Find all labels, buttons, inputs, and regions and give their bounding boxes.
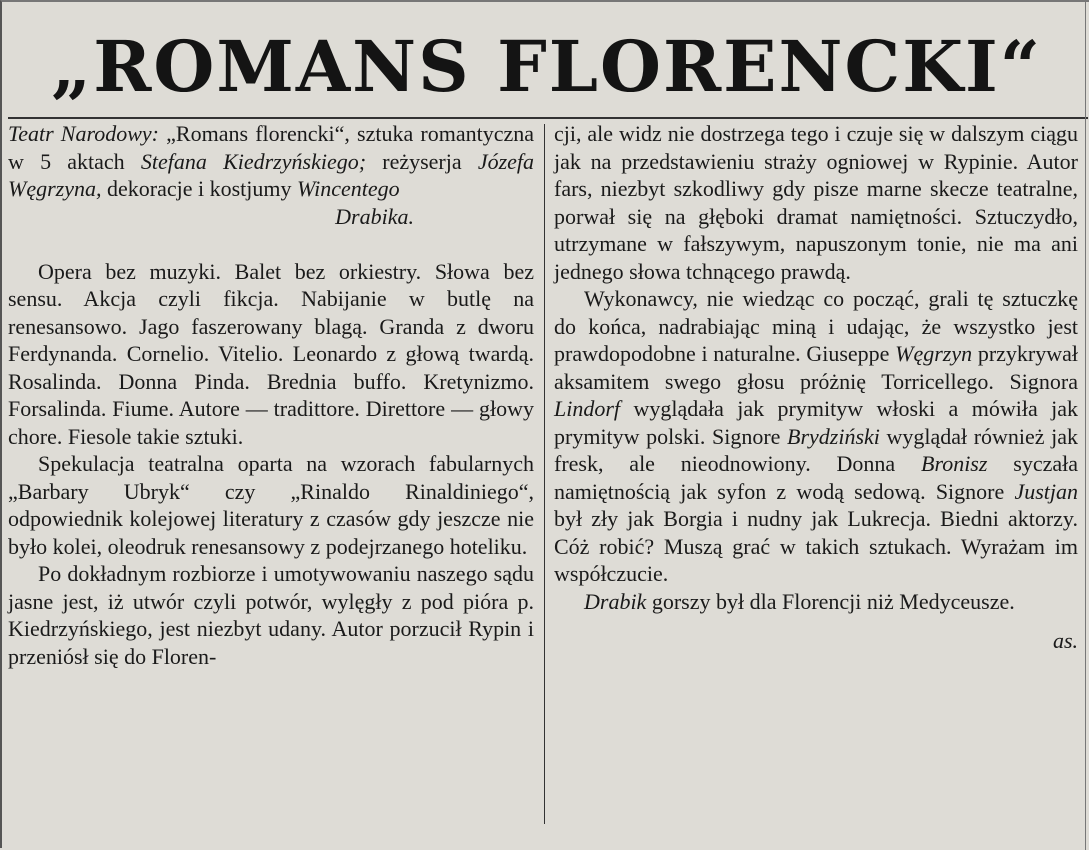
author-name: Stefana Kiedrzyńskiego; bbox=[140, 148, 367, 174]
left-column bbox=[8, 120, 534, 670]
paragraph-performers bbox=[554, 285, 1078, 588]
actor-name: Bronisz bbox=[921, 451, 988, 476]
designer-first-name: Wincentego bbox=[297, 176, 400, 201]
paragraph-text: wyglądała jak prymityw włoski a mówiła jak prymityw polski. Signore bbox=[554, 396, 1079, 449]
direction-label: reżyserja bbox=[382, 148, 462, 174]
paragraph-text: był zły jak Borgia i nudny jak Lukrecja. Biedni aktorzy. Cóż robić? Muszą grać w takich sztukach. Wyrażam im współczucie. bbox=[554, 506, 1078, 586]
paragraph-text: syczała namiętnością jak syfon z wodą sedową. Signore bbox=[554, 451, 1078, 504]
author-signature: as. bbox=[1052, 628, 1078, 653]
paragraph: Opera bez muzyki. Balet bez orkiestry. Słowa bez sensu. Akcja czyli fikcja. Nabijanie w butlę na renesansowo. Jago faszerowany blagą. Granda z dworu Ferdynanda. Cornelio. Vitelio. Leonardo z głową twardą. Rosalinda. Donna Pinda. Brednia buffo. Kretynizmo. Forsalinda. Fiume. Autore — tradittore. Direttore — głowy chore. Fiesole takie sztuki. bbox=[8, 258, 534, 449]
design-label: dekoracje i kostjumy bbox=[106, 176, 292, 201]
paragraph: Po dokładnym rozbiorze i umotywowaniu naszego sądu jasne jest, iż utwór czyli potwór, wylęgły z pod pióra p. Kiedrzyńskiego, jest niezbyt udany. Autor porzucił Rypin i przeniósł się do Floren- bbox=[8, 561, 534, 669]
review-intro bbox=[8, 120, 534, 230]
column-divider bbox=[544, 124, 545, 824]
actor-name: Brydziński bbox=[787, 423, 880, 449]
actor-name: Węgrzyn bbox=[895, 341, 973, 366]
venue: Teatr Narodowy: bbox=[8, 121, 159, 146]
page-edge bbox=[1085, 2, 1086, 850]
paragraph-text: Wykonawcy, nie wiedząc co począć, grali tę sztuczkę do końca, nadrabiając miną i udając, że wszystko jest prawdopodobne i naturalne. Giuseppe bbox=[554, 286, 1078, 366]
designer-last-name: Drabika. bbox=[335, 203, 414, 229]
headline-rule bbox=[8, 117, 1088, 119]
genre-text: sztuka romantyczna w 5 aktach bbox=[8, 121, 534, 174]
play-title: „Romans florencki“, bbox=[166, 121, 350, 146]
right-column bbox=[554, 120, 1078, 655]
designer-name: Drabik bbox=[584, 588, 647, 614]
actor-name: Justjan bbox=[1014, 478, 1079, 504]
paragraph-text: przykrywał aksamitem swego głosu próżnię Torricellego. Signora bbox=[554, 341, 1079, 394]
paragraph-text: wyglądał również jak fresk, ale nieodnowiony. Donna bbox=[554, 423, 1079, 476]
actor-name: Lindorf bbox=[554, 396, 621, 421]
paragraph-text: gorszy był dla Florencji niż Medyceusze. bbox=[651, 588, 1015, 614]
paragraph: cji, ale widz nie dostrzega tego i czuje się w dalszym ciągu jak na przedstawieniu straży ogniowej w Rypinie. Autor fars, niezbyt szkodliwy gdy pisze marne skecze teatralne, porwał się na głęboki dramat namiętności. Sztuczydło, utrzymane w fałszywym, napuszonym tonie, nie ma ani jednego słowa tchnącego prawdą. bbox=[554, 121, 1078, 284]
director-name: Józefa Węgrzyna, bbox=[8, 148, 535, 201]
headline: „ROMANS FLORENCKI“ bbox=[50, 25, 1043, 108]
paragraph-closing bbox=[554, 588, 1078, 616]
paragraph: Spekulacja teatralna oparta na wzorach fabularnych „Barbary Ubryk“ czy „Rinaldo Rinaldiniego“, odpowiednik kolejowej literatury z czasów gdy jeszcze nie było kolei, oleodruk renesansowy z podejrzanego hoteliku. bbox=[8, 451, 534, 559]
